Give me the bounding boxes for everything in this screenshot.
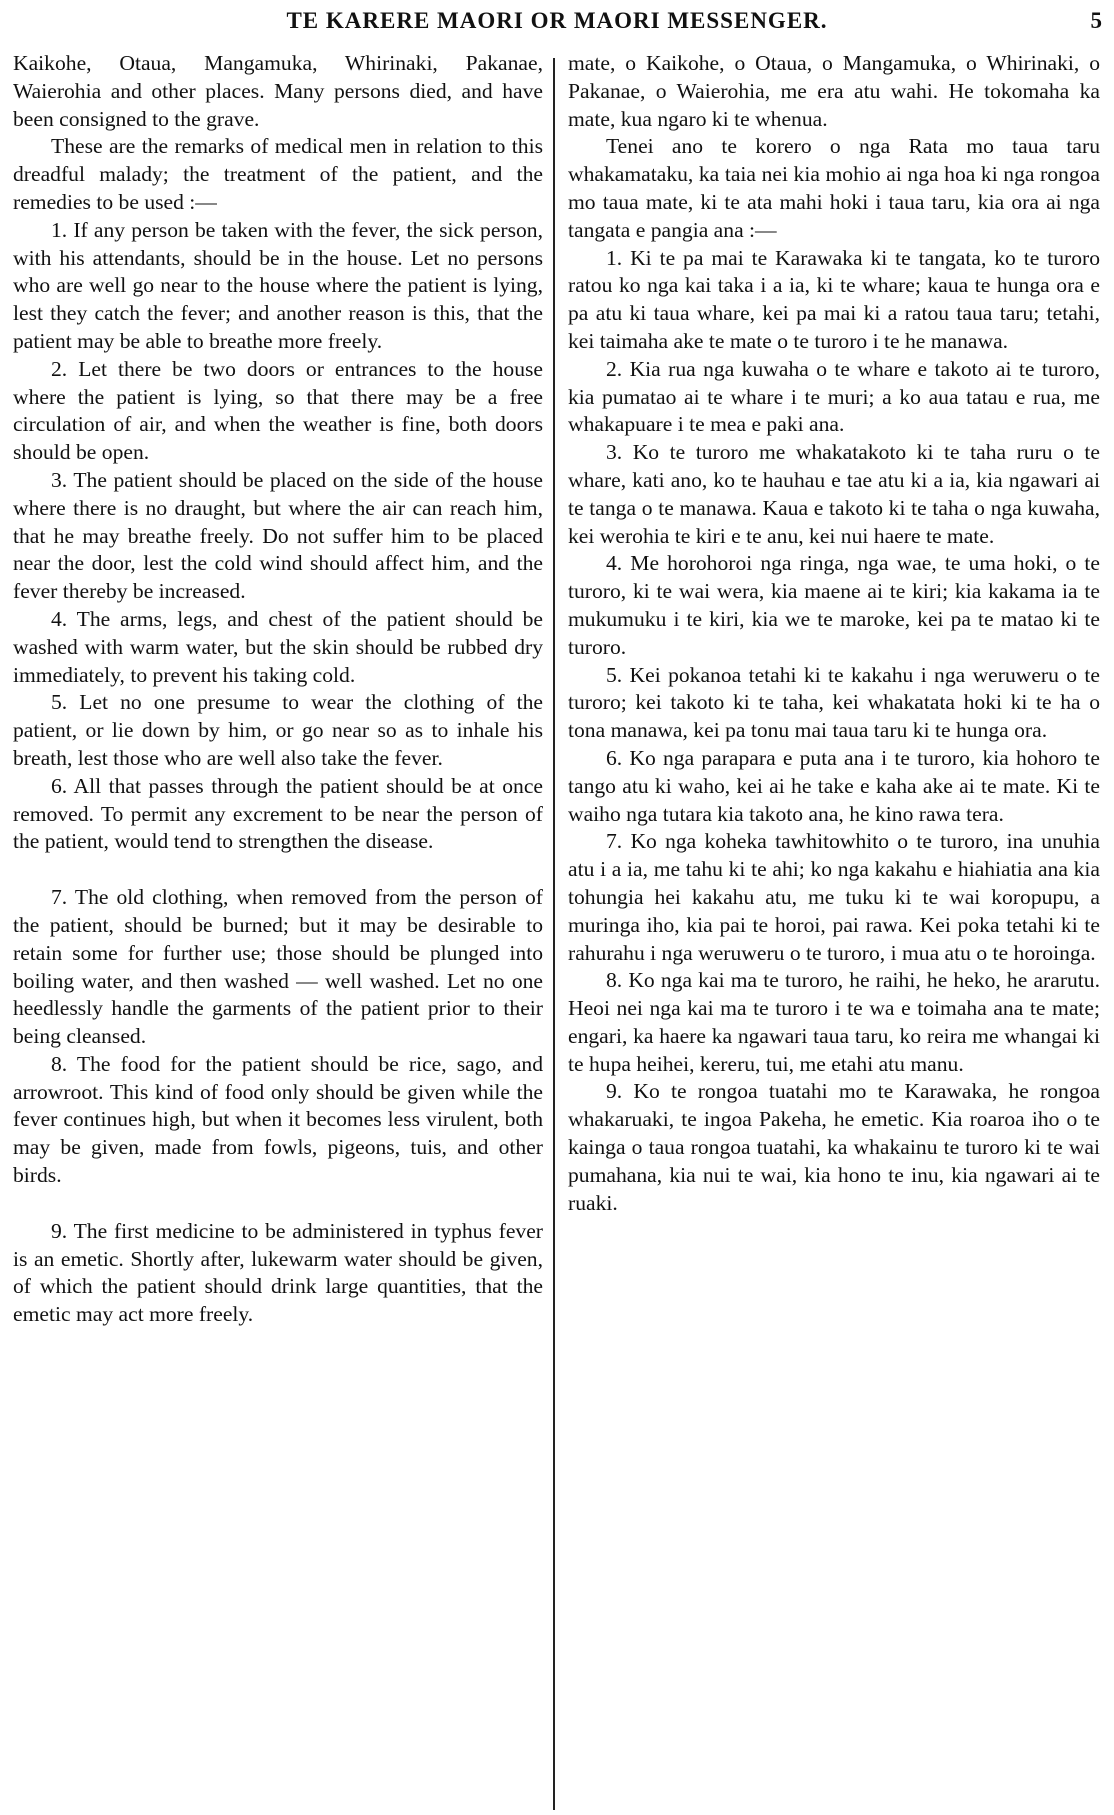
mi-paragraph-5: 5. Kei pokanoa tetahi ki te kakahu i nga weruweru o te turoro; kei takoto ki te taha, kei whakatata hoki ki te ha o tona manawa, kei pa tonu mai taua taru ki te hunga ora. (568, 662, 1100, 743)
en-paragraph-9: 9. The first medicine to be administered in typhus fever is an emetic. Shortly after, lukewarm water should be given, of which the patient should drink large quantities, that the emetic may act more freely. (13, 1218, 543, 1327)
mi-paragraph-8: 8. Ko nga kai ma te turoro, he raihi, he heko, he ararutu. Heoi nei nga kai ma te turoro i te wa e toimaha ana te mate; engari, ka haere ka ngawari taua taru, ko reira me whangai ki te hupa heihei, kereru, tui, me etahi atu manu. (568, 968, 1100, 1076)
mi-paragraph-intro: mate, o Kaikohe, o Otaua, o Mangamuka, o Whirinaki, o Pakanae, o Waierohia, me era atu wahi. He tokomaha ka mate, kua ngaro ki te whenua. (568, 51, 1100, 131)
mi-paragraph-2: 2. Kia rua nga kuwaha o te whare e takoto ai te turoro, kia pumatao ai te whare i te muri; a ko aua tatau e rua, me whakapuare i te mea e paki ana. (568, 356, 1100, 437)
mi-paragraph-4: 4. Me horohoroi nga ringa, nga wae, te uma hoki, o te turoro, ki te wai wera, kia maene ai te kiri; kia kakama ia te mukumuku i te kiri, kia we te maroke, kei pa te matao ki te turoro. (568, 551, 1100, 659)
maori-column (568, 50, 1100, 1217)
en-paragraph-2: 2. Let there be two doors or entrances to the house where the patient is lying, so that there may be a free circulation of air, and when the weather is fine, both doors should be open. (13, 356, 543, 465)
en-paragraph-3: 3. The patient should be placed on the side of the house where there is no draught, but where the air can reach him, that he may breathe freely. Do not suffer him to be placed near the door, lest the cold wind should affect him, and the fever thereby be increased. (13, 467, 543, 604)
en-paragraph-1: 1. If any person be taken with the fever, the sick person, with his attendants, should be in the house. Let no persons who are well go near to the house where the patient is lying, lest they catch the fever; and another reason is this, that the patient may be able to breathe more freely. (13, 217, 543, 353)
en-paragraph-5: 5. Let no one presume to wear the clothing of the patient, or lie down by him, or go near so as to inhale his breath, lest those who are well also take the fever. (13, 690, 543, 770)
en-paragraph-4: 4. The arms, legs, and chest of the patient should be washed with warm water, but the skin should be rubbed dry immediately, to prevent his taking cold. (13, 606, 543, 687)
en-paragraph-intro: Kaikohe, Otaua, Mangamuka, Whirinaki, Pakanae, Waierohia and other places. Many persons died, and have been consigned to the grave. (13, 51, 543, 131)
page-number: 5 (1090, 8, 1102, 33)
en-paragraph-6: 6. All that passes through the patient should be at once removed. To permit any excrement to be near the person of the patient, would tend to strengthen the disease. (13, 773, 543, 854)
mi-paragraph-9: 9. Ko te rongoa tuatahi mo te Karawaka, he rongoa whakaruaki, te ingoa Pakeha, he emetic. Kia roaroa iho o te kainga o taua rongoa tuatahi, ka whakainu te turoro ki te wai pumahana, kia nui te wai, kia hono te inu, kia ngawari ai te ruaki. (568, 1079, 1100, 1215)
mi-paragraph-1: 1. Ki te pa mai te Karawaka ki te tangata, ko te turoro ratou ko nga kai taka i a ia, ki te whare; kaua te hunga ora e pa atu ki taua whare, kei pa mai ki a ratou taua taru; tetahi, kei taimaha ake te mate o te turoro i te he manawa. (568, 245, 1100, 353)
en-paragraph-7: 7. The old clothing, when removed from the person of the patient, should be burned; but it may be desirable to retain some for further use; those should be plunged into boiling water, and then washed — well washed. Let no one heedlessly handle the garments of the patient prior to their being cleansed. (13, 885, 543, 1049)
column-divider (553, 58, 555, 1810)
mi-paragraph-remarks: Tenei ano te korero o nga Rata mo taua taru whakamataku, ka taia nei kia mohio ai nga hoa ki nga rongoa mo taua mate, ki te ata mahi hoki i taua taru, kia ora ai nga tangata e pangia ana :— (568, 134, 1100, 242)
mi-paragraph-6: 6. Ko nga parapara e puta ana i te turoro, kia hohoro te tango atu ki waho, kei ai he take e kaha ake ai te mate. Ki te waiho nga tutara kia takoto ana, he kino rawa tera. (568, 745, 1100, 826)
english-column (13, 50, 543, 1329)
masthead-title: TE KARERE MAORI OR MAORI MESSENGER. (286, 8, 828, 33)
mi-paragraph-3: 3. Ko te turoro me whakatakoto ki te taha ruru o te whare, kati ano, ko te hauhau e tae atu ki a ia, kia ngawari ai te tanga o te manawa. Kaua e takoto ki te taha o nga kuwaha, kei werohia te kiri e te anu, kei nui haere te mate. (568, 440, 1100, 548)
mi-paragraph-7: 7. Ko nga koheka tawhitowhito o te turoro, ina unuhia atu i a ia, me tahu ki te ahi; ko nga kakahu e hiahiatia ana kia tohungia hei kakahu atu, me tuku ki te wai koropupu, a muringa iho, kia pai te horoi, pai rawa. Kei poka tetahi ki te rahurahu i nga weruweru o te turoro, i mua atu o te horoinga. (568, 829, 1100, 965)
en-paragraph-8: 8. The food for the patient should be rice, sago, and arrowroot. This kind of food only should be given while the fever continues high, but when it becomes less virulent, both may be given, made from fowls, pigeons, tuis, and other birds. (13, 1051, 543, 1188)
en-paragraph-remarks: These are the remarks of medical men in relation to this dreadful malady; the treatment of the patient, and the remedies to be used :— (13, 134, 543, 214)
page-header (0, 8, 1114, 42)
